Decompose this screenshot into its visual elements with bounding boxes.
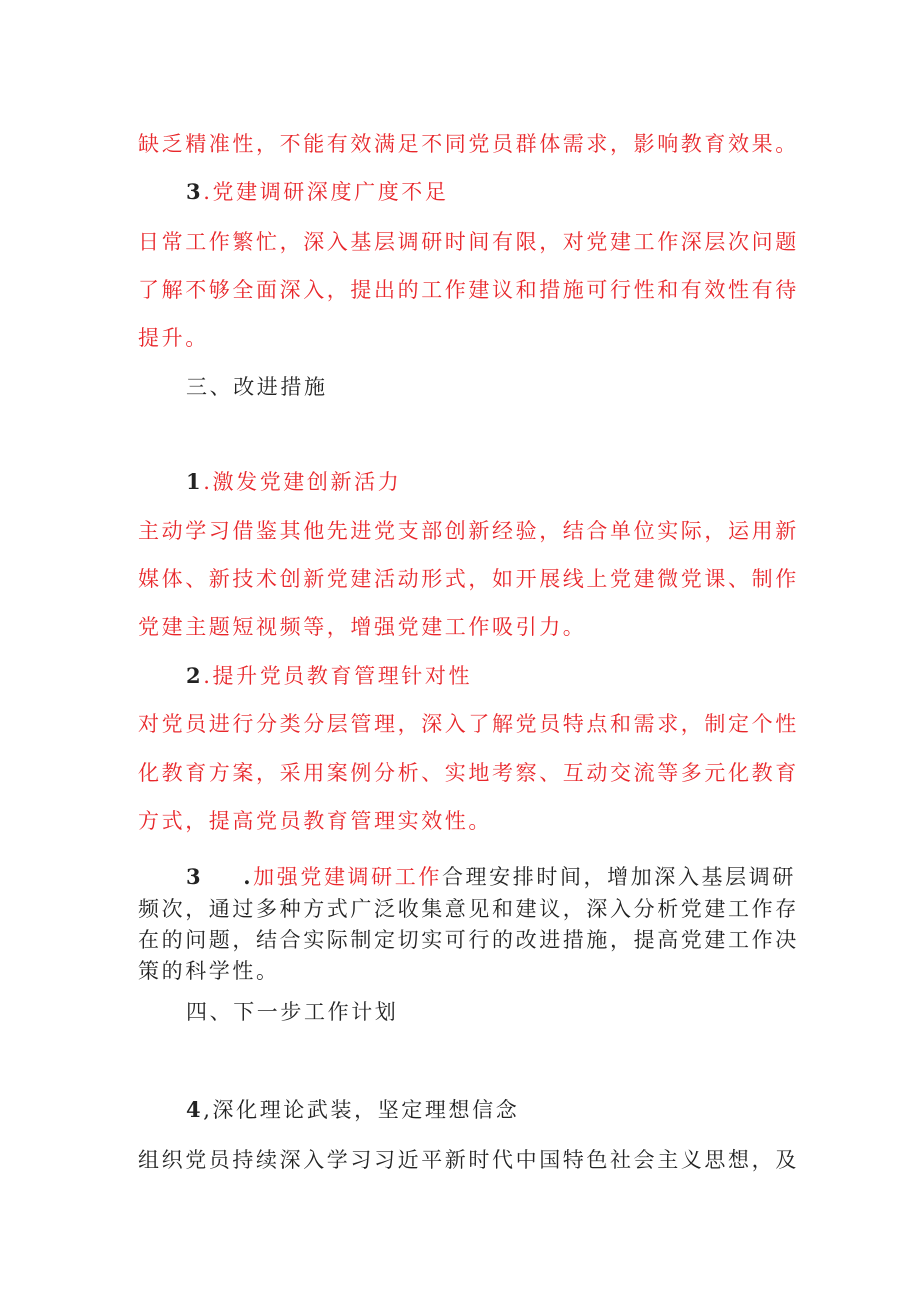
paragraph-line: 主动学习借鉴其他先进党支部创新经验，结合单位实际，运用新 bbox=[138, 519, 799, 543]
paragraph-line: 媒体、新技术创新党建活动形式，如开展线上党建微党课、制作 bbox=[138, 567, 799, 591]
subheading-text: .提升党员教育管理针对性 bbox=[203, 664, 473, 688]
paragraph-line: 频次，通过多种方式广泛收集意见和建议，深入分析党建工作存 bbox=[138, 897, 799, 921]
item-number: 3 bbox=[186, 179, 204, 204]
section-heading-improvement: 三、改进措施 bbox=[186, 375, 328, 399]
subheading-innovation bbox=[186, 468, 846, 496]
subheading-research-depth bbox=[186, 178, 846, 206]
paragraph-line: 缺乏精准性，不能有效满足不同党员群体需求，影响教育效果。 bbox=[138, 132, 799, 156]
subheading-education-management bbox=[186, 662, 846, 690]
item-dot: . bbox=[243, 864, 254, 889]
subheading-text: .党建调研深度广度不足 bbox=[203, 180, 449, 204]
section-heading-next-steps: 四、下一步工作计划 bbox=[186, 1000, 399, 1024]
paragraph-line: 组织党员持续深入学习习近平新时代中国特色社会主义思想，及 bbox=[138, 1148, 799, 1172]
paragraph-line: 日常工作繁忙，深入基层调研时间有限，对党建工作深层次问题 bbox=[138, 230, 799, 254]
subheading-text: .激发党建创新活力 bbox=[203, 470, 402, 494]
paragraph-research-work bbox=[186, 863, 846, 891]
paragraph-line: 提升。 bbox=[138, 326, 209, 350]
item-number: 3 bbox=[186, 864, 204, 889]
paragraph-line: 方式，提高党员教育管理实效性。 bbox=[138, 809, 492, 833]
paragraph-line: 党建主题短视频等，增强党建工作吸引力。 bbox=[138, 615, 587, 639]
paragraph-line: 在的问题，结合实际制定切实可行的改进措施，提高党建工作决 bbox=[138, 928, 799, 952]
subheading-theory bbox=[186, 1096, 846, 1124]
paragraph-line: 策的科学性。 bbox=[138, 959, 280, 983]
paragraph-line: 对党员进行分类分层管理，深入了解党员特点和需求，制定个性 bbox=[138, 712, 799, 736]
item-number: 4 bbox=[186, 1097, 204, 1122]
item-number: 1 bbox=[186, 469, 204, 494]
paragraph-text: 合理安排时间，增加深入基层调研 bbox=[441, 865, 796, 889]
subheading-text: ,深化理论武装，坚定理想信念 bbox=[203, 1098, 520, 1122]
highlighted-text: 加强党建调研工作 bbox=[253, 865, 442, 889]
paragraph-line: 化教育方案，采用案例分析、实地考察、互动交流等多元化教育 bbox=[138, 761, 799, 785]
item-number: 2 bbox=[186, 663, 204, 688]
paragraph-line: 了解不够全面深入，提出的工作建议和措施可行性和有效性有待 bbox=[138, 278, 799, 302]
